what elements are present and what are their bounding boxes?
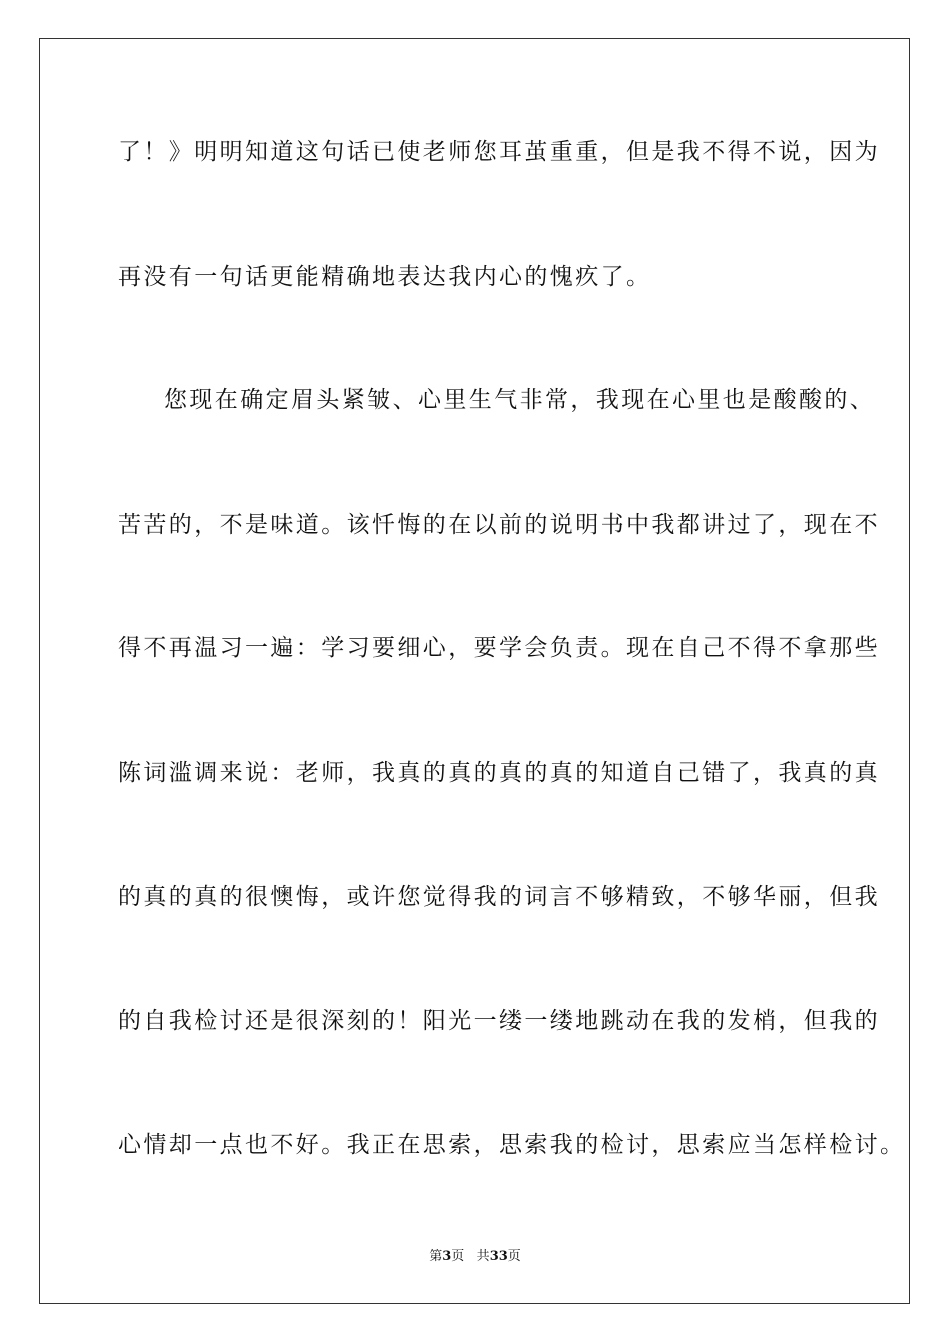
footer-total-pages: 33 — [489, 1249, 508, 1264]
body-line-6: 陈词滥调来说：老师，我真的真的真的真的知道自己错了，我真的真 — [118, 760, 880, 786]
body-line-8: 的自我检讨还是很深刻的！阳光一缕一缕地跳动在我的发梢，但我的 — [118, 1008, 880, 1034]
body-line-3-paragraph-start: 您现在确定眉头紧皱、心里生气非常，我现在心里也是酸酸的、 — [164, 387, 876, 413]
body-line-1: 了！》明明知道这句话已使老师您耳茧重重，但是我不得不说，因为 — [118, 139, 880, 165]
page-footer — [0, 1248, 950, 1266]
footer-page-suffix: 页 — [451, 1249, 465, 1264]
body-line-9: 心情却一点也不好。我正在思索，思索我的检讨，思索应当怎样检讨。 — [118, 1132, 906, 1158]
body-line-2: 再没有一句话更能精确地表达我内心的愧疚了。 — [118, 264, 652, 290]
body-line-4: 苦苦的，不是味道。该忏悔的在以前的说明书中我都讲过了，现在不 — [118, 512, 880, 538]
body-line-5: 得不再温习一遍：学习要细心，要学会负责。现在自己不得不拿那些 — [118, 635, 880, 661]
footer-total-prefix: 共 — [476, 1249, 490, 1264]
footer-total-suffix: 页 — [507, 1249, 521, 1264]
footer-page-number: 3 — [442, 1249, 452, 1264]
footer-page-prefix: 第 — [429, 1249, 443, 1264]
page-border — [39, 38, 910, 1304]
body-line-7: 的真的真的很懊悔，或许您觉得我的词言不够精致，不够华丽，但我 — [118, 884, 880, 910]
